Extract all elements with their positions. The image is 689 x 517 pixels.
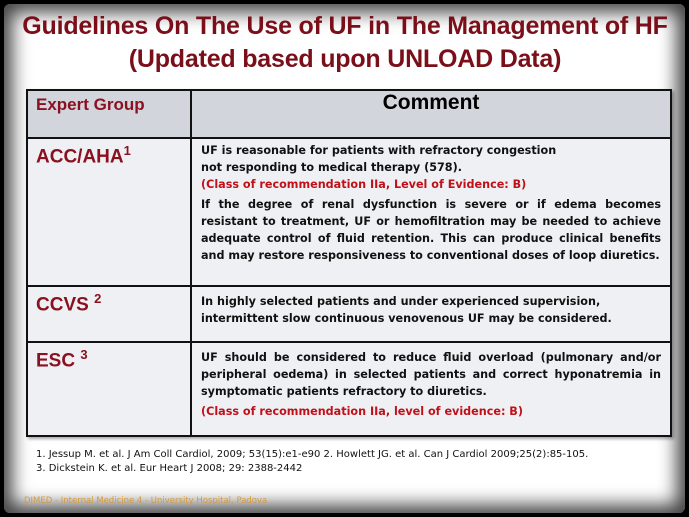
recommendation-class: (Class of recommendation IIa, level of evidence: B): [201, 405, 523, 418]
comment-cell-acc-aha: [191, 138, 671, 286]
recommendation-class: (Class of recommendation IIa, Level of Evidence: B): [201, 178, 527, 191]
comment-cell-ccvs: [191, 286, 671, 342]
group-name: CCVS: [36, 294, 89, 316]
reference-line: 1. Jessup M. et al. J Am Coll Cardiol, 2009; 53(15):e1-e90 2. Howlett JG. et al. Can J Cardiol 2009;25(2):85-105.: [36, 449, 589, 460]
slide-title: Guidelines On The Use of UF in The Management of HF (Updated based upon UNLOAD Data): [22, 12, 668, 73]
group-cell-acc-aha: [27, 138, 191, 286]
header-comment: Comment: [191, 90, 671, 138]
group-name: ESC: [36, 350, 76, 372]
table-row: [27, 286, 671, 342]
comment-cell-esc: [191, 342, 671, 436]
group-ref-number: 3: [80, 347, 88, 362]
footer-institution: DIMED - Internal Medicine 4 - University Hospital, Padova: [24, 496, 268, 506]
slide: [4, 4, 685, 513]
group-name: ACC/AHA: [36, 146, 124, 168]
references: [36, 448, 666, 476]
comment-line: intermittent slow continuous venovenous UF may be considered.: [201, 312, 612, 325]
table-row: [27, 342, 671, 436]
comment-line: not responding to medical therapy (578).: [201, 161, 462, 174]
comment-text: UF should be considered to reduce fluid overload (pulmonary and/or peripheral oedema) in selected patients and correct hyponatremia in symptomatic patients refractory to diuretics.: [201, 351, 661, 398]
comment-line: UF is reasonable for patients with refractory congestion: [201, 144, 557, 157]
reference-line: 3. Dickstein K. et al. Eur Heart J 2008; 29: 2388-2442: [36, 463, 303, 474]
group-cell-ccvs: [27, 286, 191, 342]
guidelines-table: [26, 89, 672, 437]
comment-detail: If the degree of renal dysfunction is severe or if edema becomes resistant to treatment, UF or hemofiltration may be needed to achieve adequate control of fluid retention. This can produce clinical benefits and may restore responsiveness to conventional doses of loop diuretics.: [201, 198, 661, 262]
header-expert-group: Expert Group: [27, 90, 191, 138]
table-row: [27, 138, 671, 286]
group-ref-number: 1: [123, 143, 131, 158]
group-cell-esc: [27, 342, 191, 436]
comment-line: In highly selected patients and under experienced supervision,: [201, 295, 601, 308]
group-ref-number: 2: [94, 291, 102, 306]
table-header-row: [27, 90, 671, 138]
